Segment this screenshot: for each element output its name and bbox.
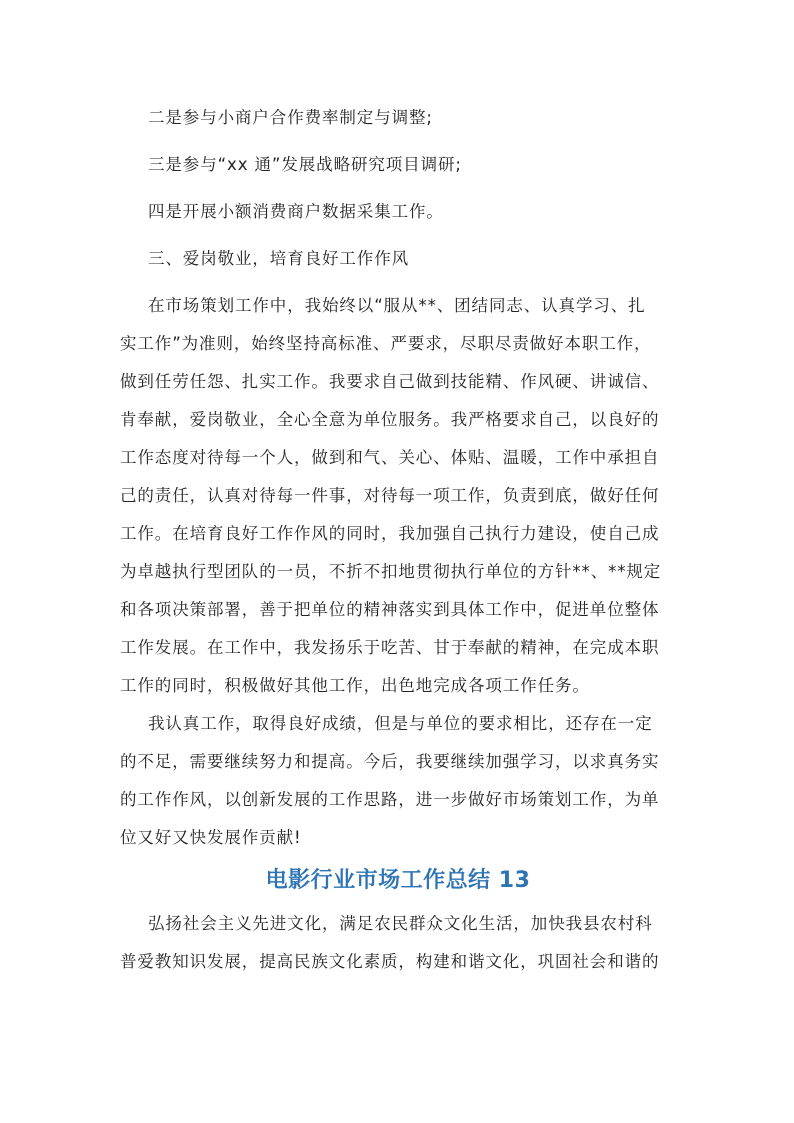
document-title: 电影行业市场工作总结 13: [265, 868, 531, 893]
paragraph-line: 做到任劳任怨、扎实工作。我要求自己做到技能精、作风硬、讲诚信、: [120, 372, 660, 391]
paragraph-line: 我认真工作，取得良好成绩，但是与单位的要求相比，还存在一定: [148, 714, 653, 733]
list-item-1: 二是参与小商户合作费率制定与调整;: [148, 108, 433, 127]
paragraph-line: 和各项决策部署，善于把单位的精神落实到具体工作中，促进单位整体: [120, 600, 660, 619]
paragraph-line: 工作发展。在工作中，我发扬乐于吃苦、甘于奉献的精神，在完成本职: [120, 638, 660, 657]
list-item-2: 三是参与“xx 通”发展战略研究项目调研;: [148, 155, 462, 174]
paragraph-line: 实工作”为准则，始终坚持高标准、严要求，尽职尽责做好本职工作，: [120, 334, 652, 353]
list-item-3: 四是开展小额消费商户数据采集工作。: [148, 202, 444, 221]
paragraph-line: 己的责任，认真对待每一件事，对待每一项工作，负责到底，做好任何: [120, 486, 660, 505]
paragraph-line: 工作的同时，积极做好其他工作，出色地完成各项工作任务。: [120, 676, 590, 695]
section-heading: 三、爱岗敬业，培育良好工作作风: [148, 249, 409, 268]
paragraph-line: 为卓越执行型团队的一员，不折不扣地贯彻执行单位的方针**、**规定: [120, 562, 662, 581]
document-body: [120, 99, 676, 981]
paragraph-work-style: [120, 287, 676, 705]
paragraph-line: 的不足，需要继续努力和提高。今后，我要继续加强学习，以求真务实: [120, 752, 660, 771]
paragraph-line: 工作态度对待每一个人，做到和气、关心、体贴、温暖，工作中承担自: [120, 448, 660, 467]
paragraph-line: 工作。在培育良好工作作风的同时，我加强自己执行力建设，使自己成: [120, 524, 660, 543]
paragraph-line: 的工作作风，以创新发展的工作思路，进一步做好市场策划工作，为单: [120, 790, 660, 809]
paragraph-line: 肯奉献，爱岗敬业，全心全意为单位服务。我严格要求自己，以良好的: [120, 410, 660, 429]
paragraph-conclusion: [120, 705, 676, 857]
paragraph-culture: [120, 905, 676, 981]
paragraph-line: 位又好又快发展作贡献!: [120, 828, 302, 847]
paragraph-line: 弘扬社会主义先进文化，满足农民群众文化生活，加快我县农村科: [148, 914, 653, 933]
paragraph-line: 在市场策划工作中，我始终以“服从**、团结同志、认真学习、扎: [148, 296, 646, 315]
paragraph-line: 普爱教知识发展，提高民族文化素质，构建和谐文化，巩固社会和谐的: [120, 952, 660, 971]
